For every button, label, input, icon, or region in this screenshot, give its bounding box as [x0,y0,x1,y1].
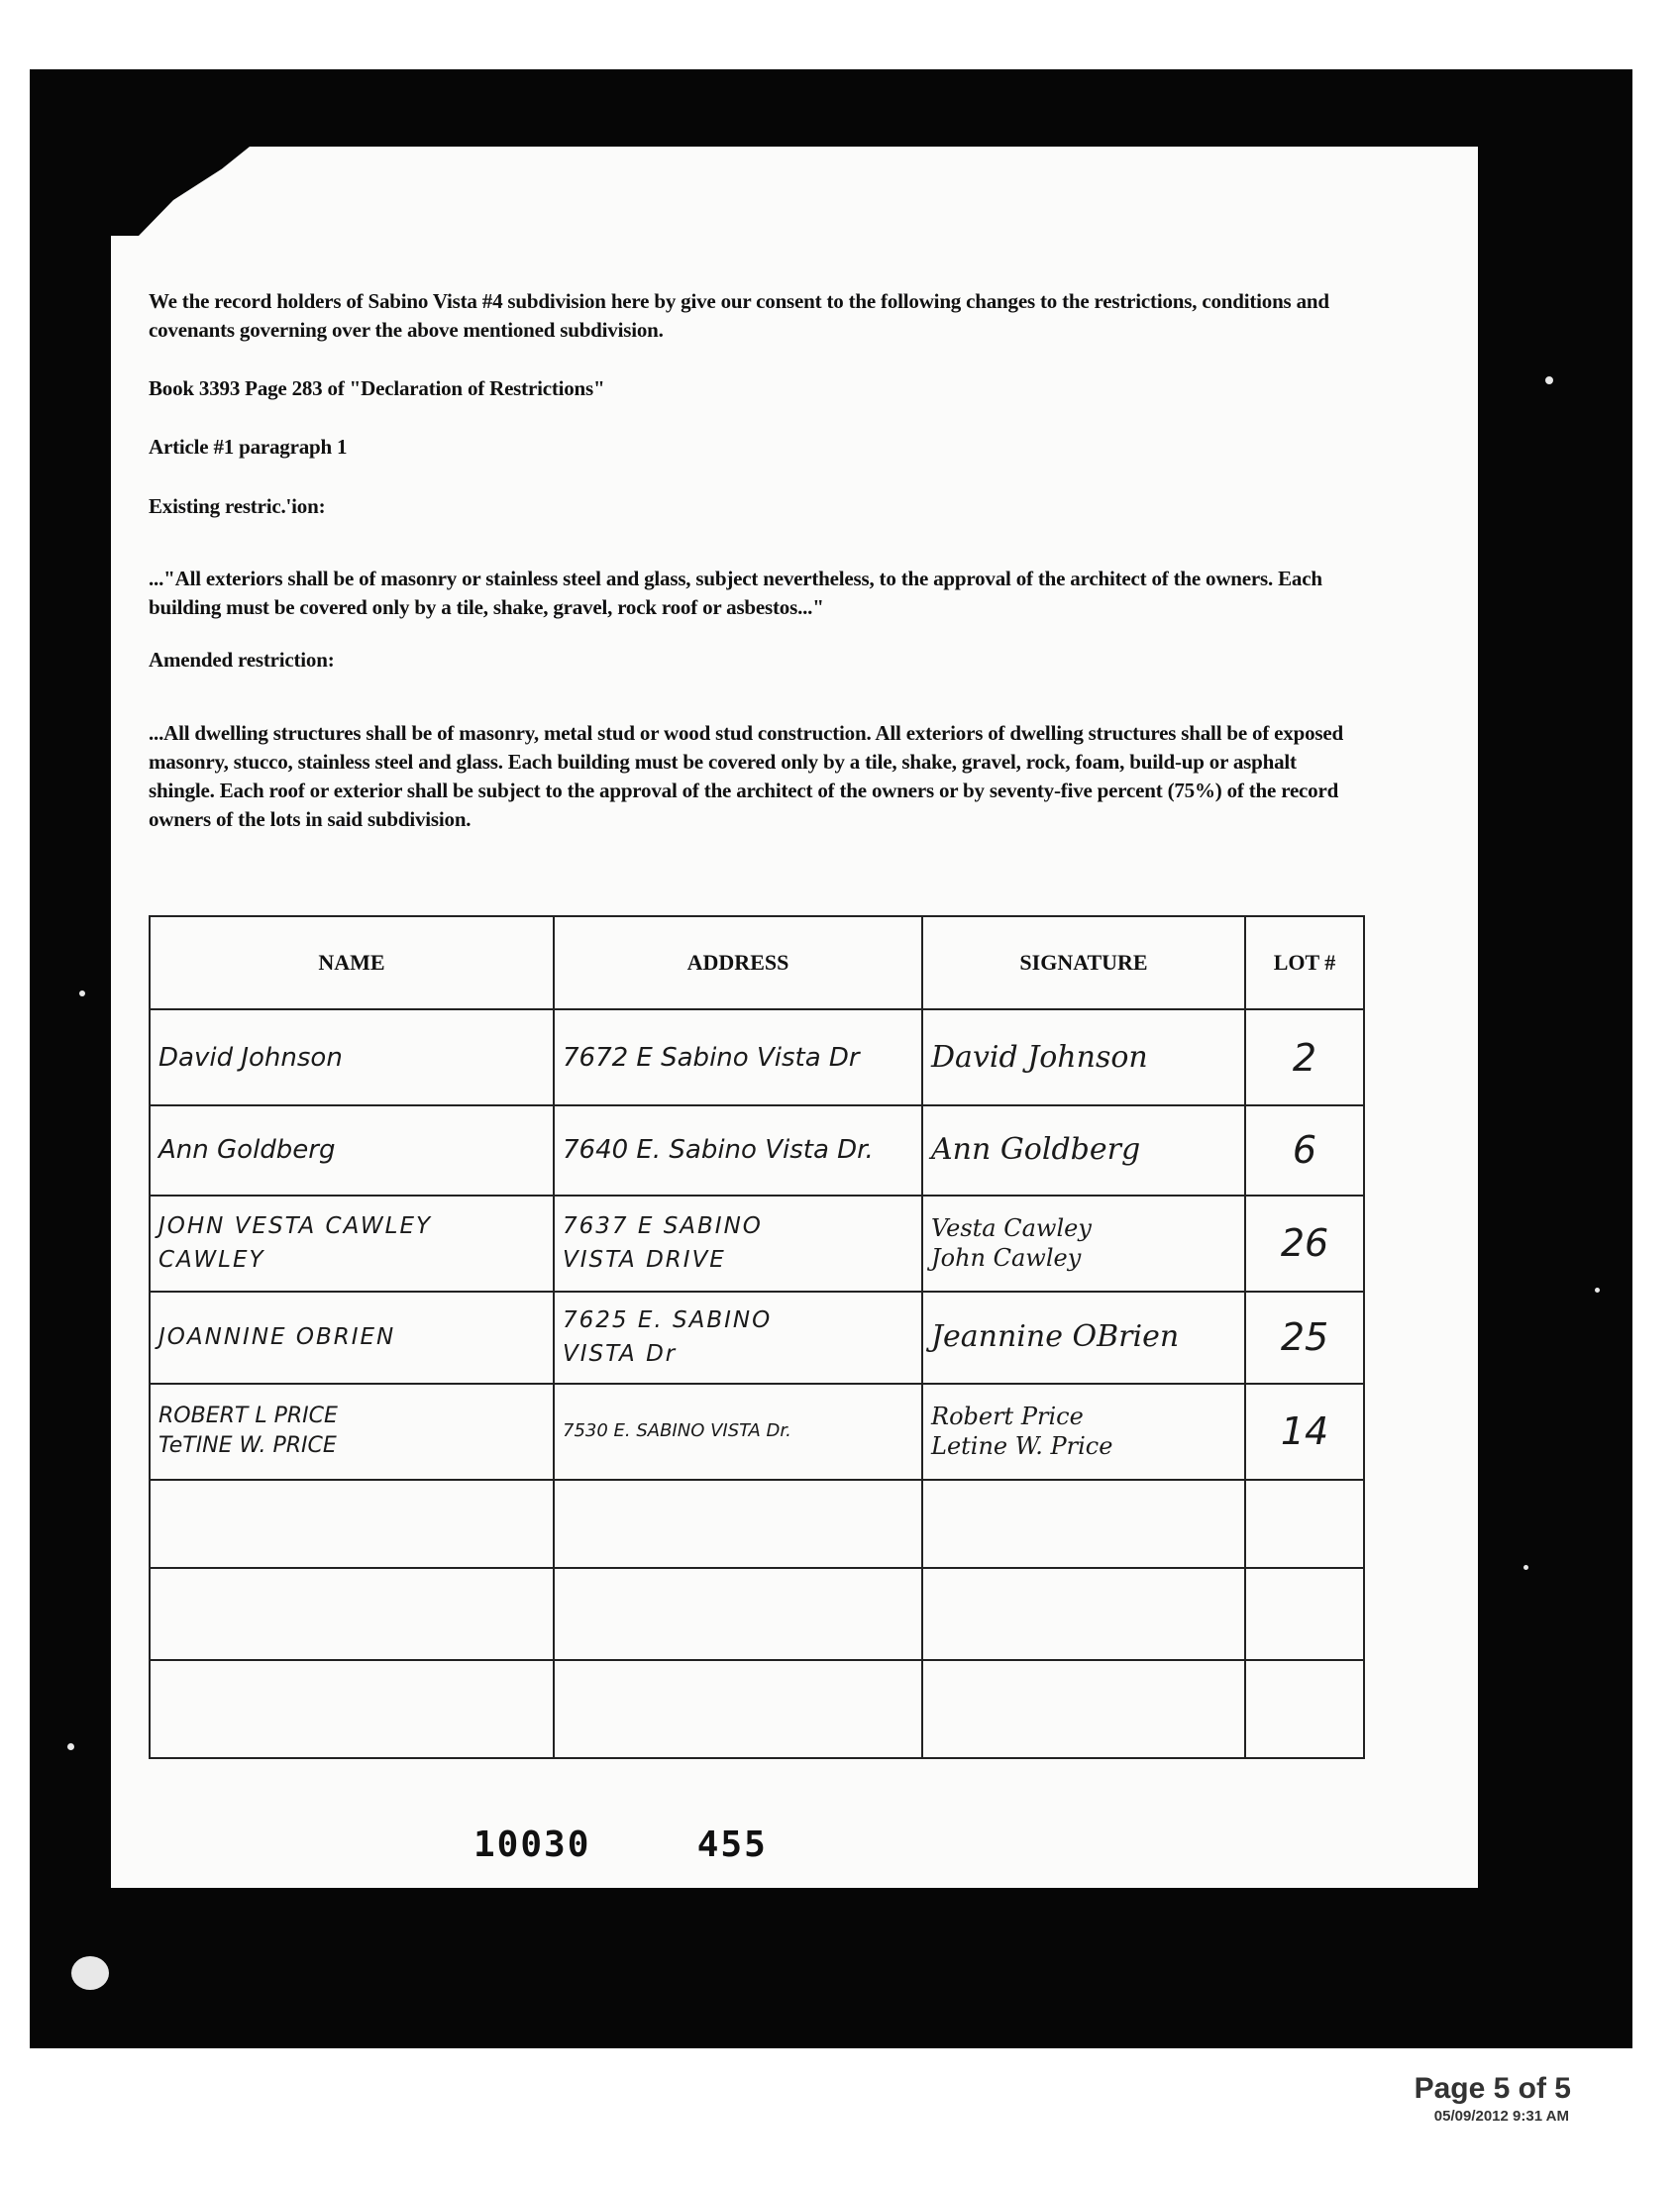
table-row [150,1292,1364,1384]
owner-signature [922,1660,1245,1758]
recording-docket: 10030 [473,1824,591,1865]
consent-signature-table [149,915,1365,1759]
owner-name: JOANNINE OBRIEN [150,1292,554,1384]
amended-restriction-text: ...All dwelling structures shall be of masonry, metal stud or wood stud construction. All exteriors of dwelling structures shall be of exposed masonry, stucco, stainless steel and glass. Each building must be covered only by a tile, shake, gravel, rock, foam, build-up or asphalt shingle. Each roof or exterior shall be subject to the approval of the architect of the owners or by seventy-five percent (75%) of the record owners of the lots in said subdivision. [149,721,1343,831]
lot-number: 2 [1245,1009,1364,1105]
owner-name [150,1568,554,1660]
scan-speck [1595,1288,1600,1293]
owner-signature [922,1568,1245,1660]
lot-number [1245,1568,1364,1660]
existing-restriction [149,565,1367,622]
amended-heading-text: Amended restriction: [149,648,335,672]
owner-address: 7637 E SABINO VISTA DRIVE [554,1196,922,1292]
owner-address: 7672 E Sabino Vista Dr [554,1009,922,1105]
owner-name: ROBERT L PRICE TeTINE W. PRICE [150,1384,554,1480]
owner-address: 7640 E. Sabino Vista Dr. [554,1105,922,1196]
owner-address: 7625 E. SABINO VISTA Dr [554,1292,922,1384]
owner-address [554,1568,922,1660]
scan-blot [71,1956,109,1990]
table-row [150,1568,1364,1660]
amended-heading [149,646,1367,675]
owner-signature: Robert Price Letine W. Price [922,1384,1245,1480]
book-reference [149,374,1367,403]
page-indicator: Page 5 of 5 [1414,2072,1571,2105]
recording-stamp [473,1824,768,1865]
owner-address [554,1660,922,1758]
owner-name: Ann Goldberg [150,1105,554,1196]
lot-number: 14 [1245,1384,1364,1480]
owner-signature: Vesta Cawley John Cawley [922,1196,1245,1292]
scan-speck [1545,376,1553,384]
print-timestamp: 05/09/2012 9:31 AM [1433,2108,1569,2125]
article-reference-text: Article #1 paragraph 1 [149,435,348,459]
scan-speck [1523,1565,1528,1570]
header-name: NAME [150,916,554,1009]
existing-heading-text: Existing restric.'ion: [149,494,326,518]
owner-address [554,1480,922,1568]
consent-intro [149,287,1367,345]
table-row [150,1196,1364,1292]
amended-restriction [149,719,1367,834]
scan-speck [67,1743,74,1750]
owner-signature: Ann Goldberg [922,1105,1245,1196]
header-address: ADDRESS [554,916,922,1009]
article-reference [149,433,1367,462]
recording-page: 455 [696,1824,768,1865]
table-row [150,1105,1364,1196]
owner-name [150,1660,554,1758]
header-signature: SIGNATURE [922,916,1245,1009]
existing-restriction-text: ..."All exteriors shall be of masonry or stainless steel and glass, subject nevertheless, to the approval of the architect of the owners. Each building must be covered only by a tile, shake, gravel, rock roof or asbestos..." [149,567,1322,619]
book-reference-text: Book 3393 Page 283 of "Declaration of Restrictions" [149,376,605,400]
lot-number: 6 [1245,1105,1364,1196]
header-lot: LOT # [1245,916,1364,1009]
lot-number [1245,1660,1364,1758]
existing-heading [149,492,1367,521]
table-row [150,1384,1364,1480]
scan-speck [79,990,85,996]
owner-signature: David Johnson [922,1009,1245,1105]
owner-signature [922,1480,1245,1568]
owner-address: 7530 E. SABINO VISTA Dr. [554,1384,922,1480]
owner-name: JOHN VESTA CAWLEY CAWLEY [150,1196,554,1292]
table-row [150,1660,1364,1758]
owner-name [150,1480,554,1568]
owner-name: David Johnson [150,1009,554,1105]
table-row [150,1009,1364,1105]
lot-number [1245,1480,1364,1568]
owner-signature: Jeannine OBrien [922,1292,1245,1384]
table-row [150,1480,1364,1568]
lot-number: 26 [1245,1196,1364,1292]
lot-number: 25 [1245,1292,1364,1384]
table-header-row [150,916,1364,1009]
intro-paragraph: We the record holders of Sabino Vista #4 subdivision here by give our consent to the following changes to the restrictions, conditions and covenants governing over the above mentioned subdivision. [149,289,1329,342]
